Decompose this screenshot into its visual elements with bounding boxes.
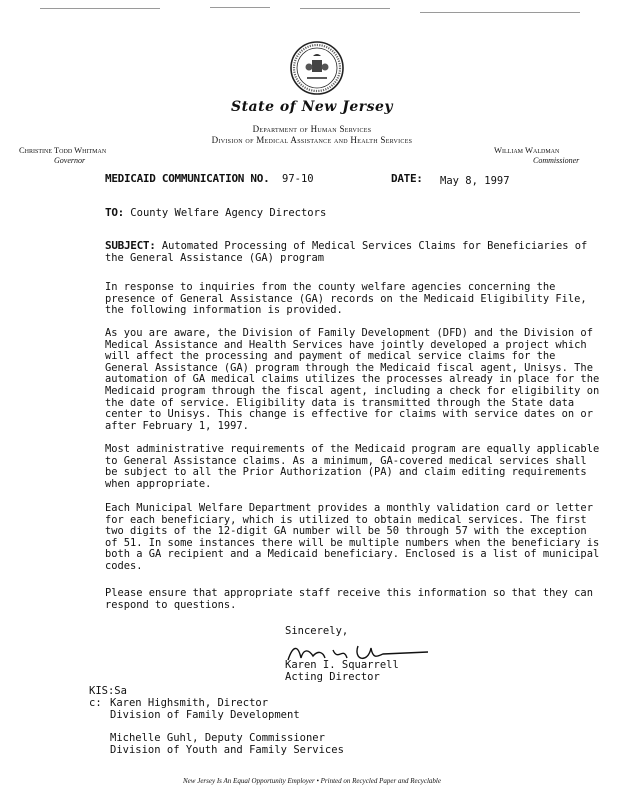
- paragraph-4: Each Municipal Welfare Department provides a monthly validation card or letter for each beneficiary, which is utilized to obtain medical services. The first two digits of the 12-digit GA number will be 50 through 57 with the exception of 51. In some instances there will be multiple numbers when the beneficiary is both a GA recipient and a Medicaid beneficiary. Enclosed is a list of municipal codes.: [105, 502, 600, 572]
- commissioner-name: William Waldman: [494, 145, 560, 155]
- typist-initials: KIS:Sa: [89, 685, 127, 697]
- signer-name: Karen I. Squarrell: [285, 659, 399, 671]
- communication-label: MEDICAID COMMUNICATION NO.: [105, 172, 270, 185]
- signer-title: Acting Director: [285, 671, 380, 683]
- paragraph-3: Most administrative requirements of the Medicaid program are equally applicable to General Assistance claims. As a minimum, GA-covered medical services shall be subject to all the Prior Authorization (PA) and claim editing requirements when appropriate.: [105, 443, 600, 490]
- cc2-org: Division of Youth and Family Services: [110, 744, 344, 756]
- scan-noise: [300, 8, 390, 9]
- to-label: TO:: [105, 206, 124, 219]
- subject-label: SUBJECT:: [105, 239, 156, 252]
- communication-number: 97-10: [282, 173, 314, 185]
- letterhead-division: Division of Medical Assistance and Health Services: [211, 135, 413, 145]
- governor-title: Governor: [54, 156, 86, 165]
- scan-noise: [420, 12, 580, 13]
- governor-name: Christine Todd Whitman: [19, 145, 107, 155]
- letterhead-state: State of New Jersey: [230, 99, 394, 115]
- paragraph-5: Please ensure that appropriate staff receive this information so that they can respond to questions.: [105, 587, 593, 611]
- cc2-name: Michelle Guhl, Deputy Commissioner: [110, 732, 325, 744]
- salutation: Sincerely,: [285, 625, 349, 637]
- scan-noise: [210, 7, 270, 8]
- paragraph-2: As you are aware, the Division of Family Development (DFD) and the Division of Medical Assistance and Health Services have jointly developed a project which will affect the processing and payment of medical service claims for the General Assistance (GA) program through the Medicaid fiscal agent, Unisys. The automation of GA medical claims utilizes the processes already in place for the Medicaid program through the fiscal agent, including a check for eligibility on the date of service. Eligibility data is transmitted through the State data center to Unisys. This change is effective for claims with service dates on or after February 1, 1997.: [105, 327, 600, 432]
- date-value: May 8, 1997: [440, 175, 510, 187]
- to-value: County Welfare Agency Directors: [130, 207, 327, 219]
- date-label: DATE:: [391, 172, 423, 185]
- subject-line: [105, 240, 605, 264]
- cc1-org: Division of Family Development: [110, 709, 300, 721]
- to-line: [105, 206, 326, 219]
- scan-noise: [40, 8, 160, 9]
- cc1-name: Karen Highsmith, Director: [110, 697, 269, 709]
- commissioner-title: Commissioner: [533, 156, 580, 165]
- letterhead-department: Department of Human Services: [252, 124, 372, 134]
- cc-label: c:: [89, 697, 102, 709]
- state-seal-icon: [289, 40, 345, 96]
- paragraph-1: In response to inquiries from the county welfare agencies concerning the presence of General Assistance (GA) records on the Medicaid Eligibility File, the following information is provided.: [105, 281, 587, 317]
- subject-value: Automated Processing of Medical Services Claims for Beneficiaries of the General Assistance (GA) program: [105, 240, 588, 264]
- footer-note: New Jersey Is An Equal Opportunity Employer • Printed on Recycled Paper and Recyclable: [183, 777, 441, 785]
